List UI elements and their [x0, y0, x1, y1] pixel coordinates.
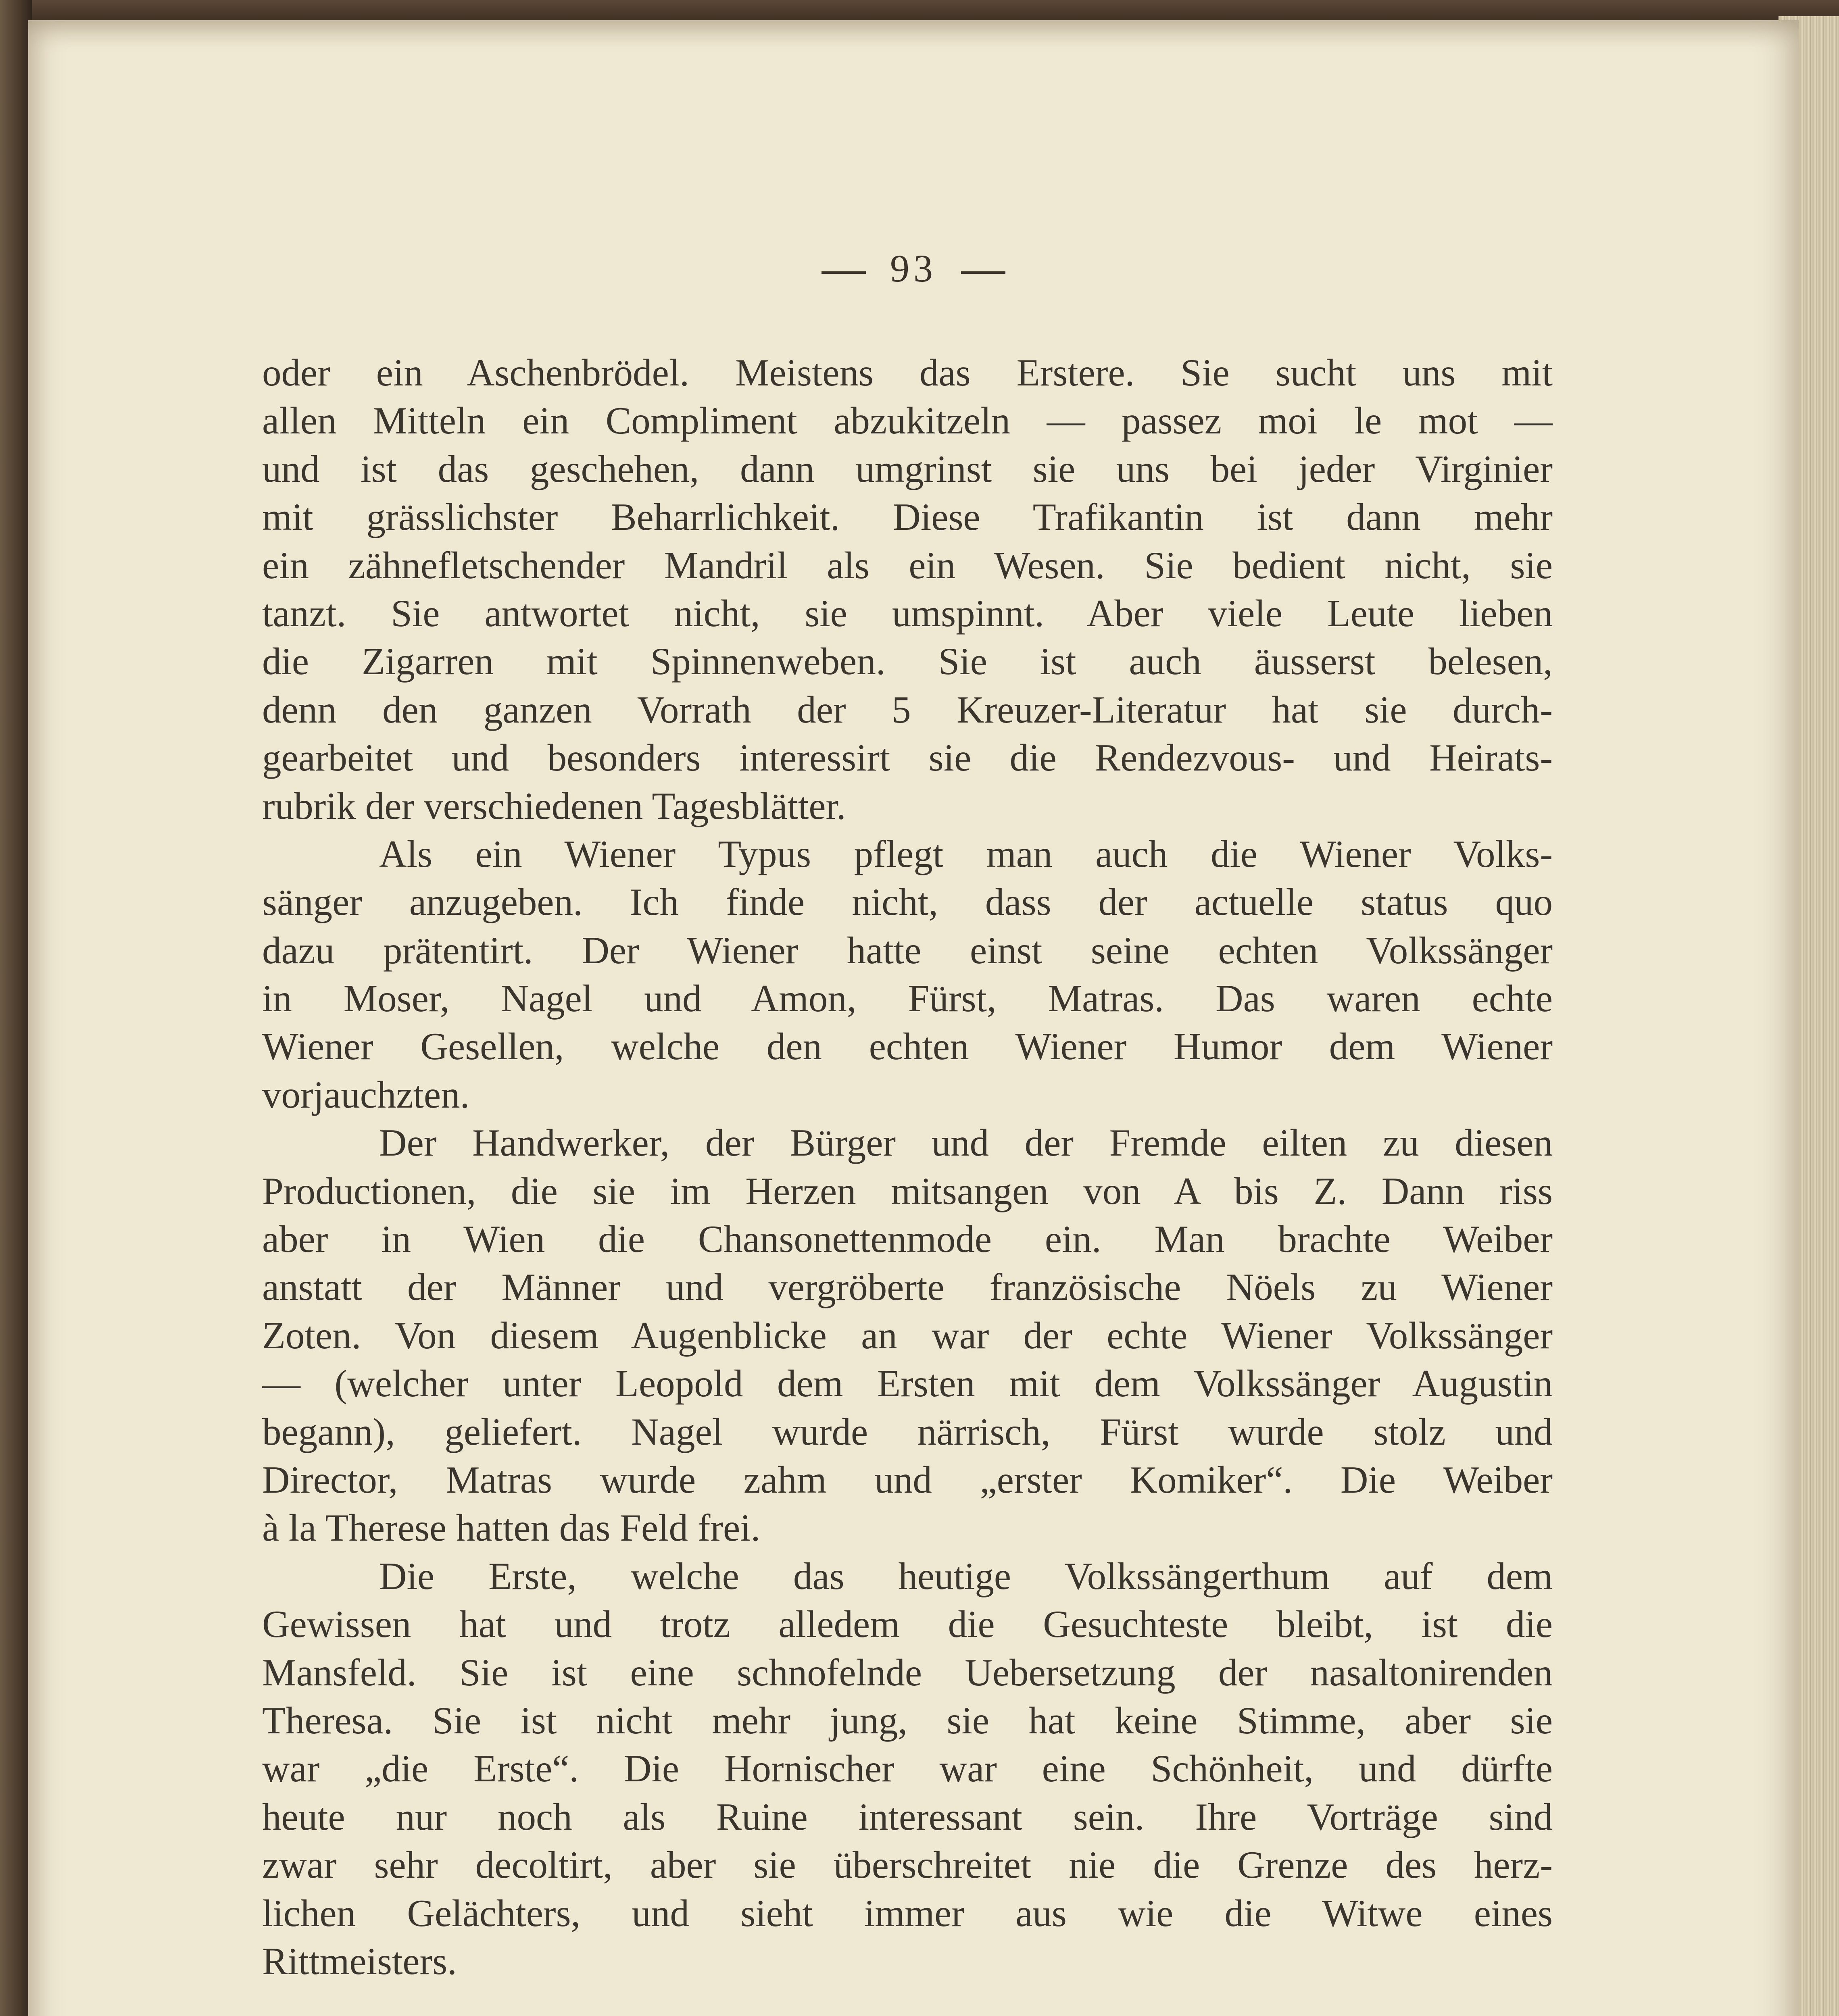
text-line: Wiener Gesellen, welche den echten Wiener Humor dem Wiener: [262, 1025, 1553, 1068]
paragraph-end-line: vorjauchzten.: [262, 1073, 470, 1116]
text-line: anstatt der Männer und vergröberte französische Nöels zu Wiener: [262, 1266, 1553, 1309]
text-line: oder ein Aschenbrödel. Meistens das Erstere. Sie sucht uns mit: [262, 351, 1553, 394]
book-page: [28, 20, 1799, 2016]
text-line: heute nur noch als Ruine interessant sein. Ihre Vorträge sind: [262, 1795, 1553, 1838]
body-text: [262, 349, 1553, 1985]
page-number-header: [28, 246, 1799, 291]
text-line: Director, Matras wurde zahm und „erster Komiker“. Die Weiber: [262, 1458, 1553, 1501]
paragraph-end-line: Rittmeisters.: [262, 1939, 457, 1983]
text-line: sänger anzugeben. Ich finde nicht, dass der actuelle status quo: [262, 881, 1553, 924]
folio-dash-right: [961, 271, 1005, 274]
text-line: mit grässlichster Beharrlichkeit. Diese Trafikantin ist dann mehr: [262, 496, 1553, 539]
text-line: zwar sehr decoltirt, aber sie überschreitet nie die Grenze des herz-: [262, 1843, 1553, 1887]
page-number: 93: [890, 247, 937, 290]
text-line: allen Mitteln ein Compliment abzukitzeln — passez moi le mot —: [262, 399, 1553, 442]
text-line: Productionen, die sie im Herzen mitsangen von A bis Z. Dann riss: [262, 1169, 1553, 1212]
text-line: tanzt. Sie antwortet nicht, sie umspinnt. Aber viele Leute lieben: [262, 591, 1553, 635]
book-cover-left-edge: [0, 0, 32, 2016]
text-line: gearbeitet und besonders interessirt sie die Rendezvous- und Heirats-: [262, 736, 1553, 779]
text-line: und ist das geschehen, dann umgrinst sie uns bei jeder Virginier: [262, 447, 1553, 490]
text-line: Theresa. Sie ist nicht mehr jung, sie hat keine Stimme, aber sie: [262, 1699, 1553, 1742]
paragraph-start-line: Als ein Wiener Typus pflegt man auch die Wiener Volks-: [379, 832, 1553, 875]
text-line: ein zähnefletschender Mandril als ein Wesen. Sie bedient nicht, sie: [262, 544, 1553, 587]
text-line: aber in Wien die Chansonettenmode ein. Man brachte Weiber: [262, 1218, 1553, 1261]
folio-dash-left: [822, 271, 866, 274]
text-line: begann), geliefert. Nagel wurde närrisch, Fürst wurde stolz und: [262, 1410, 1553, 1453]
text-line: — (welcher unter Leopold dem Ersten mit dem Volkssänger Augustin: [262, 1362, 1553, 1405]
text-line: Zoten. Von diesem Augenblicke an war der echte Wiener Volkssänger: [262, 1314, 1553, 1357]
paragraph-end-line: à la Therese hatten das Feld frei.: [262, 1506, 761, 1549]
paragraph-start-line: Der Handwerker, der Bürger und der Fremde eilten zu diesen: [379, 1121, 1553, 1164]
text-line: die Zigarren mit Spinnenweben. Sie ist auch äusserst belesen,: [262, 640, 1553, 683]
paragraph-start-line: Die Erste, welche das heutige Volkssängerthum auf dem: [379, 1554, 1553, 1597]
text-line: Gewissen hat und trotz alledem die Gesuchteste bleibt, ist die: [262, 1603, 1553, 1646]
text-line: in Moser, Nagel und Amon, Fürst, Matras. Das waren echte: [262, 977, 1553, 1020]
text-line: lichen Gelächters, und sieht immer aus wie die Witwe eines: [262, 1891, 1553, 1935]
text-line: dazu prätentirt. Der Wiener hatte einst seine echten Volkssänger: [262, 929, 1553, 972]
text-line: Mansfeld. Sie ist eine schnofelnde Uebersetzung der nasaltonirenden: [262, 1651, 1553, 1694]
text-line: war „die Erste“. Die Hornischer war eine Schönheit, und dürfte: [262, 1747, 1553, 1790]
paragraph-end-line: rubrik der verschiedenen Tagesblätter.: [262, 784, 846, 827]
text-line: denn den ganzen Vorrath der 5 Kreuzer-Literatur hat sie durch-: [262, 688, 1553, 731]
